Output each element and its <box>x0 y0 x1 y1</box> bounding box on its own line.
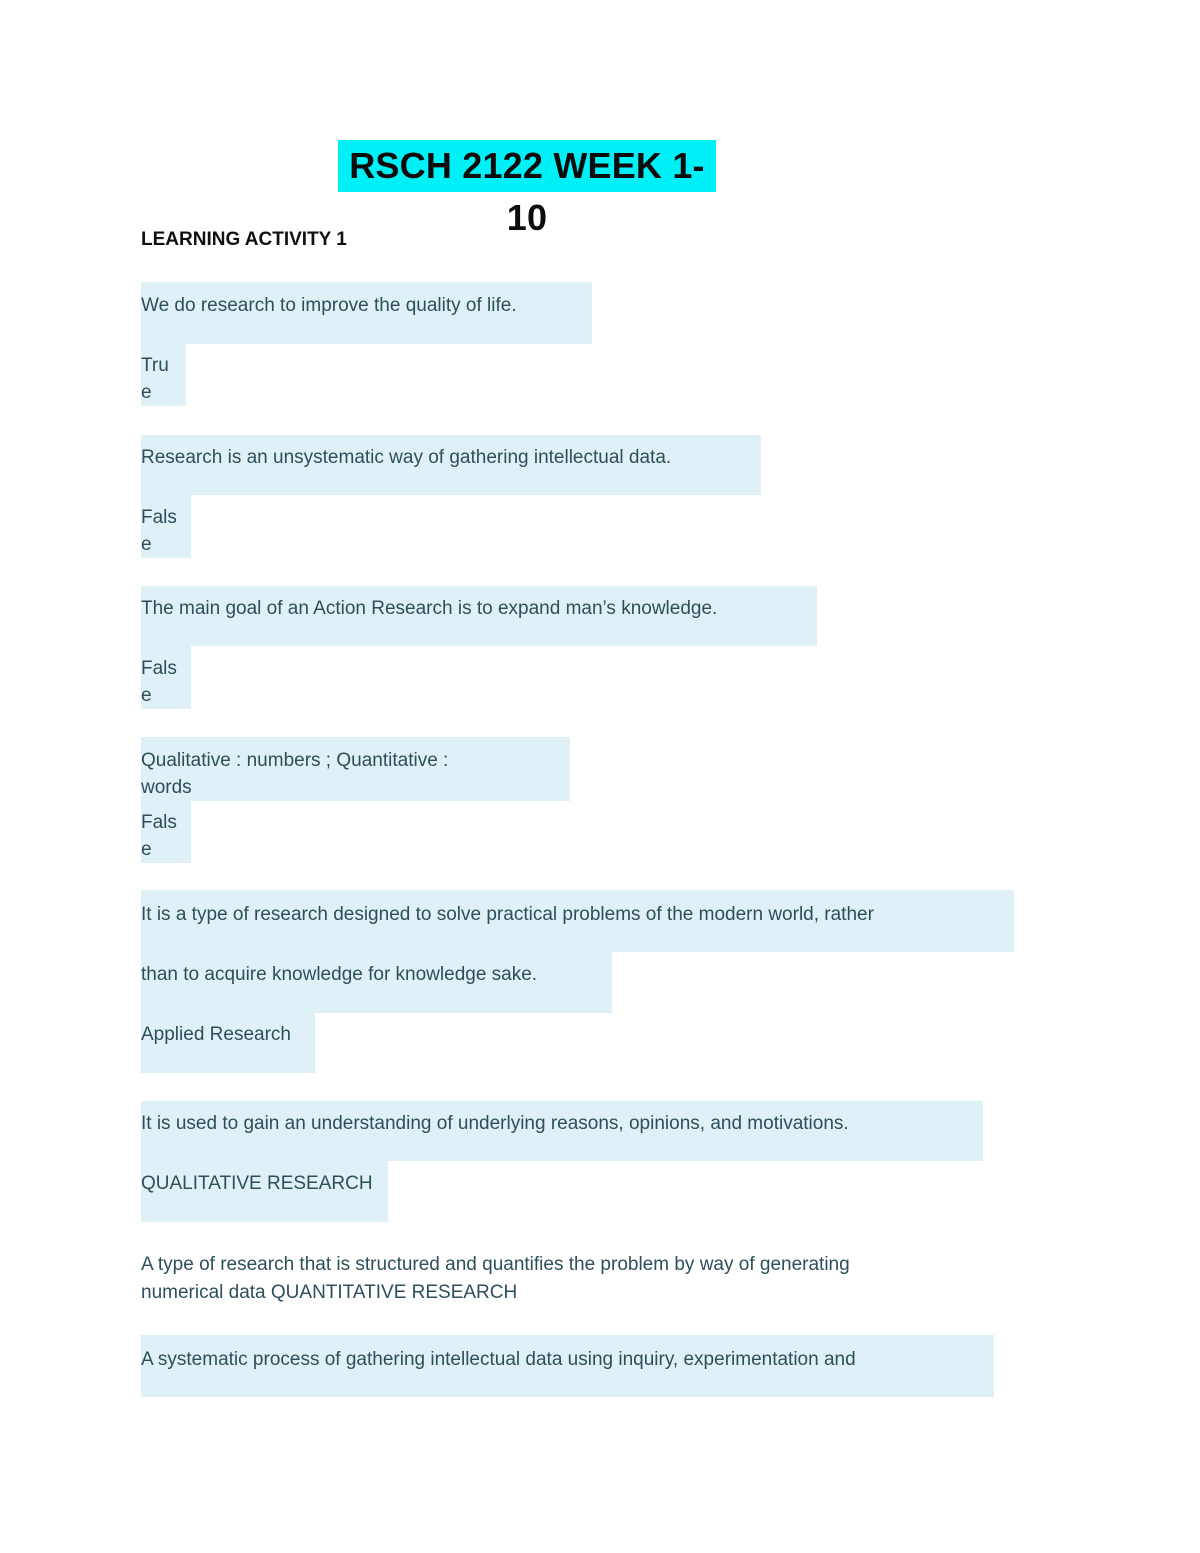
document-title: RSCH 2122 WEEK 1-10 <box>338 140 716 192</box>
question-7 <box>141 1251 850 1307</box>
answer-4-line1: Fals <box>141 812 177 833</box>
question-2: Research is an unsystematic way of gathering intellectual data. <box>141 435 761 495</box>
question-4 <box>141 737 570 801</box>
answer-6: QUALITATIVE RESEARCH <box>141 1161 388 1222</box>
answer-2-line2: e <box>141 534 152 555</box>
question-1: We do research to improve the quality of life. <box>141 282 592 344</box>
answer-5: Applied Research <box>141 1013 315 1073</box>
question-4-line2: words <box>141 777 192 798</box>
question-5-line2: than to acquire knowledge for knowledge sake. <box>141 952 612 1013</box>
answer-1-line1: Tru <box>141 355 169 376</box>
question-7-line1: A type of research that is structured and quantifies the problem by way of generating <box>141 1254 850 1275</box>
answer-2-line1: Fals <box>141 507 177 528</box>
question-3: The main goal of an Action Research is to expand man’s knowledge. <box>141 586 817 646</box>
section-heading: LEARNING ACTIVITY 1 <box>141 229 347 250</box>
question-6: It is used to gain an understanding of underlying reasons, opinions, and motivations. <box>141 1101 983 1161</box>
answer-3-line2: e <box>141 685 152 706</box>
answer-3 <box>141 646 191 709</box>
question-7-line2: numerical data QUANTITATIVE RESEARCH <box>141 1282 518 1303</box>
answer-4 <box>141 801 191 863</box>
question-4-line1: Qualitative : numbers ; Quantitative : <box>141 750 449 771</box>
question-8: A systematic process of gathering intellectual data using inquiry, experimentation and <box>141 1335 994 1397</box>
answer-3-line1: Fals <box>141 658 177 679</box>
answer-4-line2: e <box>141 839 152 860</box>
question-5-line1: It is a type of research designed to solve practical problems of the modern world, rather <box>141 890 1014 952</box>
answer-1-line2: e <box>141 382 152 403</box>
answer-2 <box>141 495 191 558</box>
answer-1 <box>141 344 186 406</box>
